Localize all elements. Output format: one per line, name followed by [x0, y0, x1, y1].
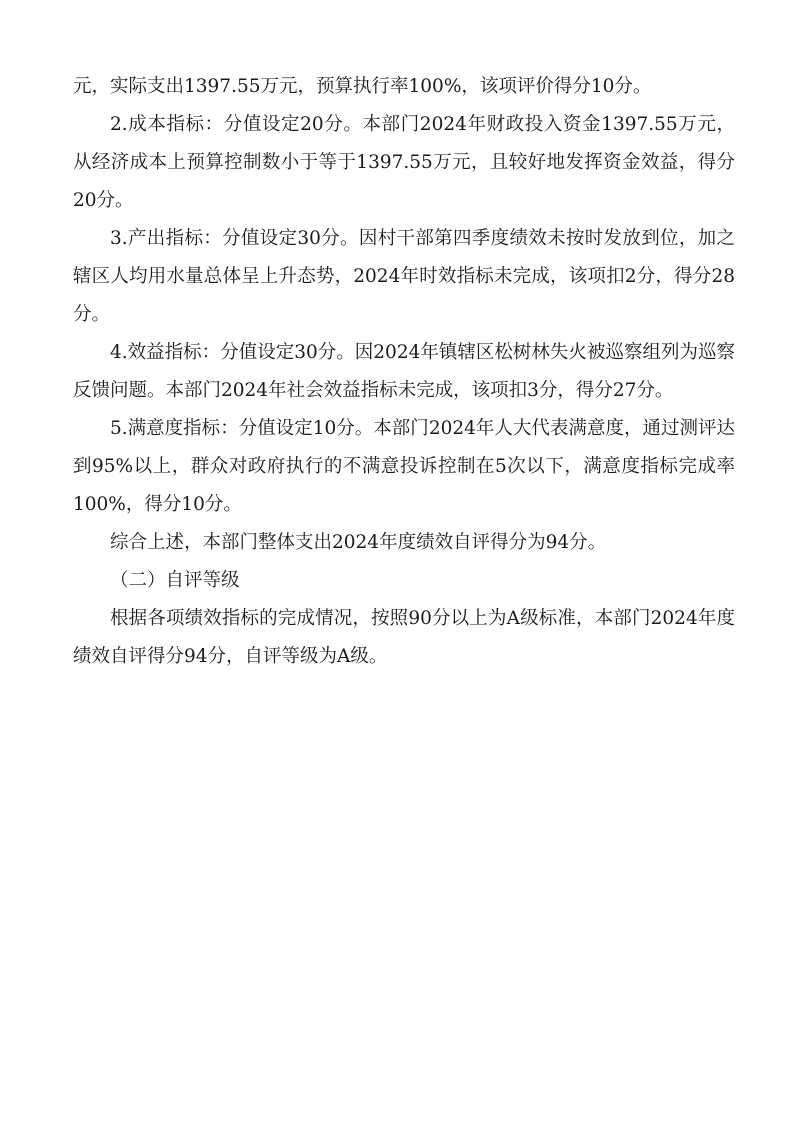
paragraph-benefit-indicator: 4.效益指标：分值设定30分。因2024年镇辖区松树林失火被巡察组列为巡察反馈问题。本部门2024年社会效益指标未完成，该项扣3分，得分27分。 — [73, 342, 735, 401]
paragraph-satisfaction-indicator: 5.满意度指标：分值设定10分。本部门2024年人大代表满意度，通过测评达到95%以上，群众对政府执行的不满意投诉控制在5次以下，满意度指标完成率100%，得分10分。 — [73, 418, 735, 515]
section-heading-self-rating-grade: （二）自评等级 — [110, 570, 240, 591]
paragraph-budget-execution-continued: 元，实际支出1397.55万元，预算执行率100%，该项评价得分10分。 — [73, 76, 652, 97]
paragraph-grade-conclusion: 根据各项绩效指标的完成情况，按照90分以上为A级标准，本部门2024年度绩效自评得分94分，自评等级为A级。 — [73, 608, 735, 667]
document-body — [73, 68, 735, 676]
paragraph-cost-indicator: 2.成本指标：分值设定20分。本部门2024年财政投入资金1397.55万元，从经济成本上预算控制数小于等于1397.55万元，且较好地发挥资金效益，得分20分。 — [73, 114, 735, 211]
paragraph-summary: 综合上述，本部门整体支出2024年度绩效自评得分为94分。 — [110, 532, 607, 553]
paragraph-output-indicator: 3.产出指标：分值设定30分。因村干部第四季度绩效未按时发放到位，加之辖区人均用水量总体呈上升态势，2024年时效指标未完成，该项扣2分，得分28分。 — [73, 228, 735, 325]
